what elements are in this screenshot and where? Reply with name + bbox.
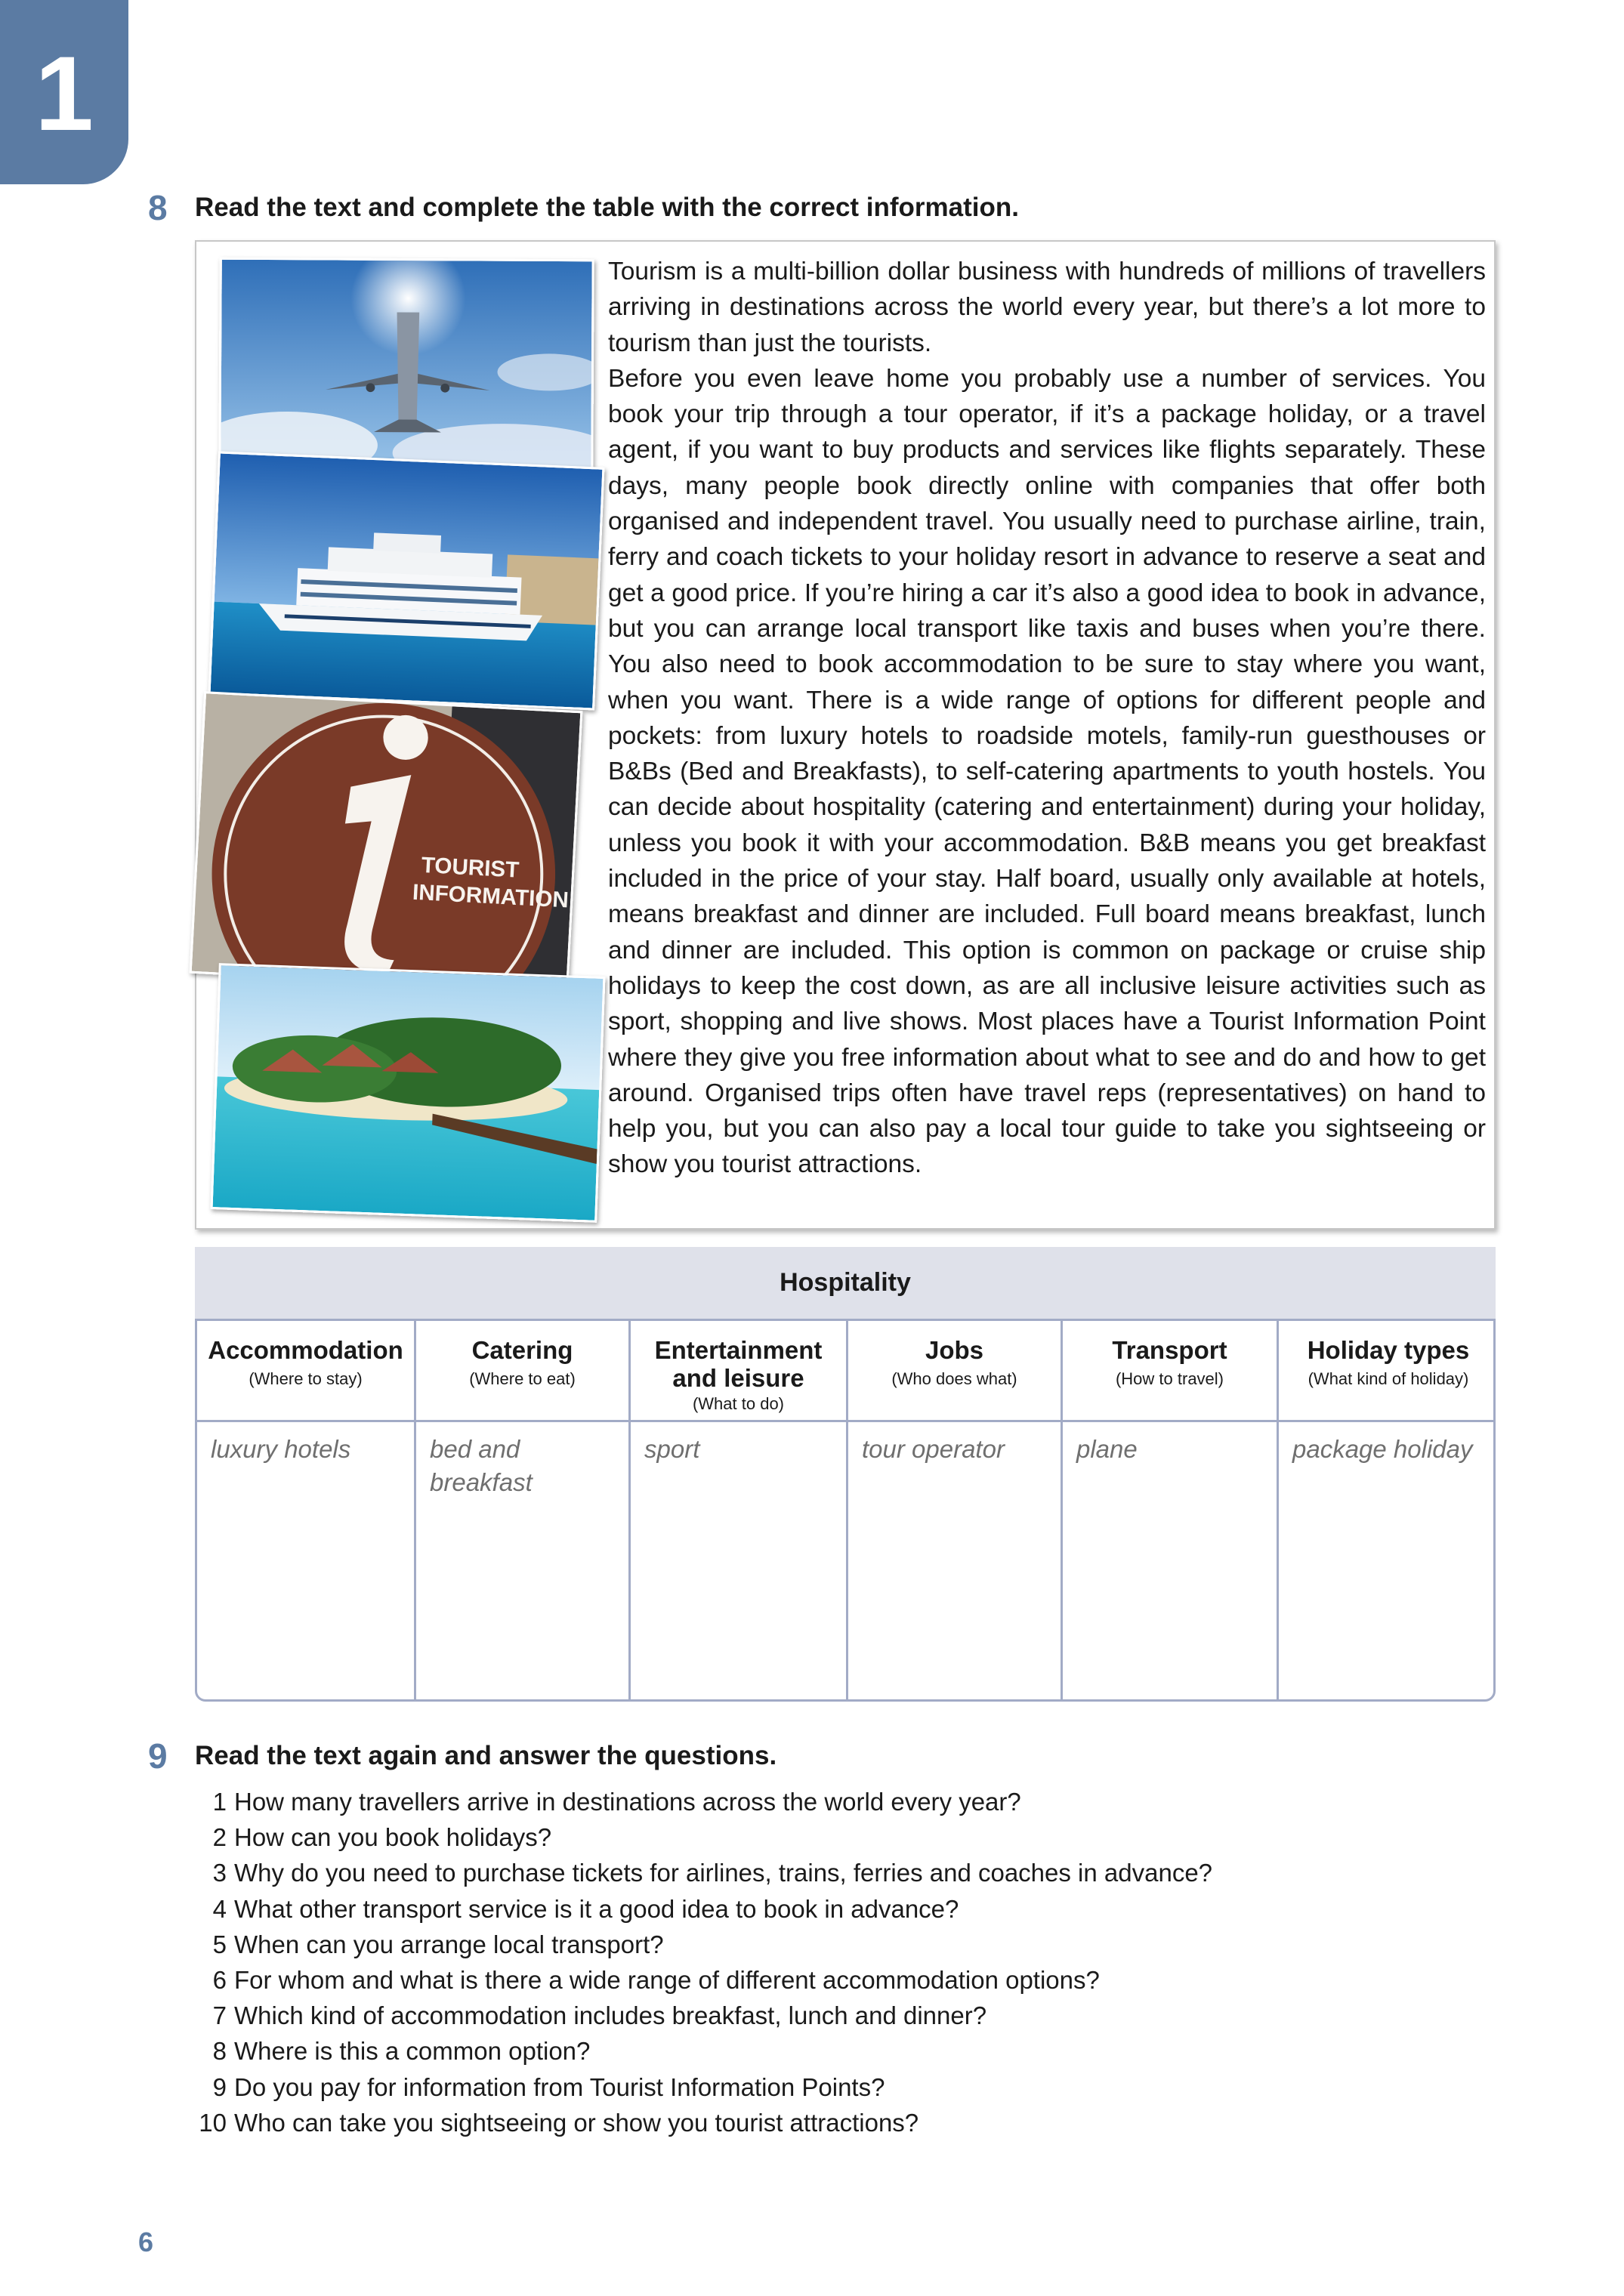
question-number: 3 bbox=[212, 1859, 227, 1887]
column-accommodation bbox=[197, 1321, 416, 1699]
question-item bbox=[195, 1855, 1212, 1890]
exercise-8-title: Read the text and complete the table with the correct information. bbox=[195, 193, 1019, 222]
question-text: What other transport service is it a good idea to book in advance? bbox=[234, 1894, 959, 1923]
tourist-information-photo bbox=[190, 691, 583, 993]
page-number: 6 bbox=[138, 2227, 154, 2257]
question-text: Where is this a common option? bbox=[234, 2037, 591, 2066]
column-title: Catering bbox=[471, 1336, 573, 1364]
question-number: 4 bbox=[212, 1894, 227, 1923]
question-number: 6 bbox=[212, 1966, 227, 1995]
question-item bbox=[195, 1819, 1212, 1855]
question-text: Which kind of accommodation includes breakfast, lunch and dinner? bbox=[234, 2001, 987, 2030]
column-transport bbox=[1063, 1321, 1279, 1699]
answer-cell[interactable]: package holiday bbox=[1292, 1435, 1473, 1463]
answer-cell[interactable]: plane bbox=[1076, 1435, 1138, 1463]
question-number: 5 bbox=[212, 1930, 227, 1958]
question-item bbox=[195, 1962, 1212, 1998]
column-entertainment bbox=[631, 1321, 848, 1699]
column-title: Entertainment and leisure bbox=[654, 1336, 823, 1392]
question-number: 1 bbox=[212, 1788, 227, 1816]
hospitality-table bbox=[195, 1247, 1496, 1702]
question-item bbox=[195, 2033, 1212, 2069]
column-title: Transport bbox=[1112, 1336, 1227, 1364]
question-number: 8 bbox=[212, 2037, 227, 2066]
answer-cell[interactable]: luxury hotels bbox=[211, 1435, 351, 1463]
question-text: How can you book holidays? bbox=[234, 1823, 552, 1852]
column-subtitle: (What kind of holiday) bbox=[1308, 1369, 1469, 1388]
question-text: Do you pay for information from Tourist Information Points? bbox=[234, 2072, 885, 2101]
column-title: Holiday types bbox=[1307, 1336, 1470, 1364]
answer-cell[interactable]: bed and breakfast bbox=[430, 1435, 533, 1496]
exercise-9-number: 9 bbox=[148, 1736, 168, 1776]
question-text: For whom and what is there a wide range of different accommodation options? bbox=[234, 1966, 1100, 1995]
column-subtitle: (What to do) bbox=[692, 1394, 785, 1413]
question-text: How many travellers arrive in destinations across the world every year? bbox=[234, 1788, 1021, 1816]
question-item bbox=[195, 1998, 1212, 2033]
question-number: 2 bbox=[212, 1823, 227, 1852]
question-number: 9 bbox=[212, 2072, 227, 2101]
column-subtitle: (Where to stay) bbox=[249, 1369, 363, 1388]
question-item bbox=[195, 2069, 1212, 2105]
column-title: Accommodation bbox=[208, 1336, 403, 1364]
question-list bbox=[195, 1784, 1212, 2140]
exercise-9-title: Read the text again and answer the questions. bbox=[195, 1741, 777, 1770]
reading-box bbox=[195, 240, 1496, 1230]
reading-paragraph: Before you even leave home you probably use a number of services. You book your trip through a tour operator, if it’s a package holiday, or a travel agent, if you want to buy products and services like flights separately. These days, many people book directly online with companies that offer both organised and independent travel. You usually need to purchase airline, train, ferry and coach tickets to your holiday resort in advance to reserve a seat and get a good price. If you’re hiring a car it’s also a good idea to book in advance, but you can arrange local transport like taxis and buses when you’re there. You also need to book accommodation to be sure to stay where you want, when you want. There is a wide range of options for different people and pockets: from luxury hotels to roadside motels, family-run guesthouses or B&Bs (Bed and Breakfasts), to self-catering apartments to youth hostels. You can decide about hospitality (catering and entertainment) during your holiday, unless you book it with your accommodation. B&B means you get breakfast included in the price of your stay. Half board, usually only available at hotels, means breakfast and dinner are included. Full board means breakfast, lunch and dinner are included. This option is common on package or cruise ship holidays to keep the cost down, as are all inclusive leisure activities such as sport, shopping and live shows. Most places have a Tourist Information Point where they give you free information about what to see and do and how to get around. Organised trips often have travel reps (representatives) on hand to help you, but you can also pay a local tour guide to take you sightseeing or show you tourist attractions. bbox=[608, 364, 1486, 1179]
question-text: Why do you need to purchase tickets for airlines, trains, ferries and coaches in advance? bbox=[234, 1859, 1213, 1887]
question-number: 10 bbox=[199, 2108, 227, 2137]
reading-text bbox=[608, 254, 1486, 1183]
exercise-8-number: 8 bbox=[148, 188, 168, 227]
column-title: Jobs bbox=[925, 1336, 984, 1364]
column-subtitle: (How to travel) bbox=[1115, 1369, 1224, 1388]
question-item bbox=[195, 1784, 1212, 1819]
column-subtitle: (Who does what) bbox=[891, 1369, 1017, 1388]
aeroplane-photo bbox=[218, 258, 594, 480]
question-item bbox=[195, 1891, 1212, 1927]
column-jobs bbox=[848, 1321, 1063, 1699]
question-item bbox=[195, 1927, 1212, 1962]
table-header: Hospitality bbox=[195, 1247, 1496, 1319]
column-subtitle: (Where to eat) bbox=[469, 1369, 576, 1388]
column-catering bbox=[416, 1321, 631, 1699]
info-sign-line1: TOURIST bbox=[421, 852, 520, 883]
reading-paragraph: Tourism is a multi-billion dollar business with hundreds of millions of travellers arriving in destinations across the world every year, but there’s a lot more to tourism than just the tourists. bbox=[608, 258, 1486, 357]
info-sign-line2: INFORMATION bbox=[412, 879, 570, 913]
question-number: 7 bbox=[212, 2001, 227, 2030]
unit-tab: 1 bbox=[0, 0, 128, 184]
answer-cell[interactable]: sport bbox=[644, 1435, 700, 1463]
question-text: Who can take you sightseeing or show you tourist attractions? bbox=[234, 2108, 919, 2137]
cruise-ship-photo bbox=[208, 451, 604, 710]
tropical-island-photo bbox=[210, 963, 605, 1223]
question-text: When can you arrange local transport? bbox=[234, 1930, 664, 1958]
column-holiday-types bbox=[1279, 1321, 1496, 1699]
question-item bbox=[195, 2105, 1212, 2140]
answer-cell[interactable]: tour operator bbox=[862, 1435, 1005, 1463]
